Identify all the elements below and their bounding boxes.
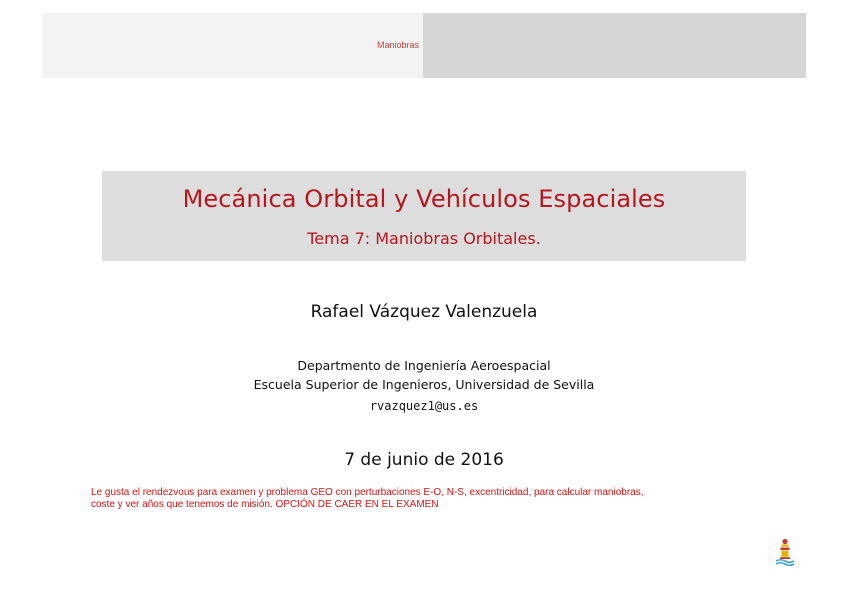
- presentation-title: Mecánica Orbital y Vehículos Espaciales: [182, 185, 666, 213]
- header-bar-right: [423, 13, 806, 78]
- affiliation-school: Escuela Superior de Ingenieros, Universidad de Sevilla: [253, 377, 595, 392]
- presentation-subtitle: Tema 7: Maniobras Orbitales.: [307, 229, 541, 248]
- affiliation-department: Departmento de Ingeniería Aeroespacial: [297, 358, 551, 373]
- university-seal-icon: [775, 538, 795, 568]
- author-name: Rafael Vázquez Valenzuela: [310, 302, 538, 322]
- presentation-date: 7 de junio de 2016: [344, 450, 504, 470]
- handwritten-note: Le gusta el rendezvous para examen y problema GEO con perturbaciones E-O, N-S, excentricidad, para calcular maniobras, coste y ver años que tenemos de misión. OPCIÓN DE CAER EN EL EXAMEN: [91, 487, 644, 510]
- header-bar-left: [42, 13, 423, 78]
- title-block: [102, 171, 746, 261]
- author-email: rvazquez1@us.es: [369, 399, 479, 413]
- section-title[interactable]: Maniobras: [376, 40, 419, 50]
